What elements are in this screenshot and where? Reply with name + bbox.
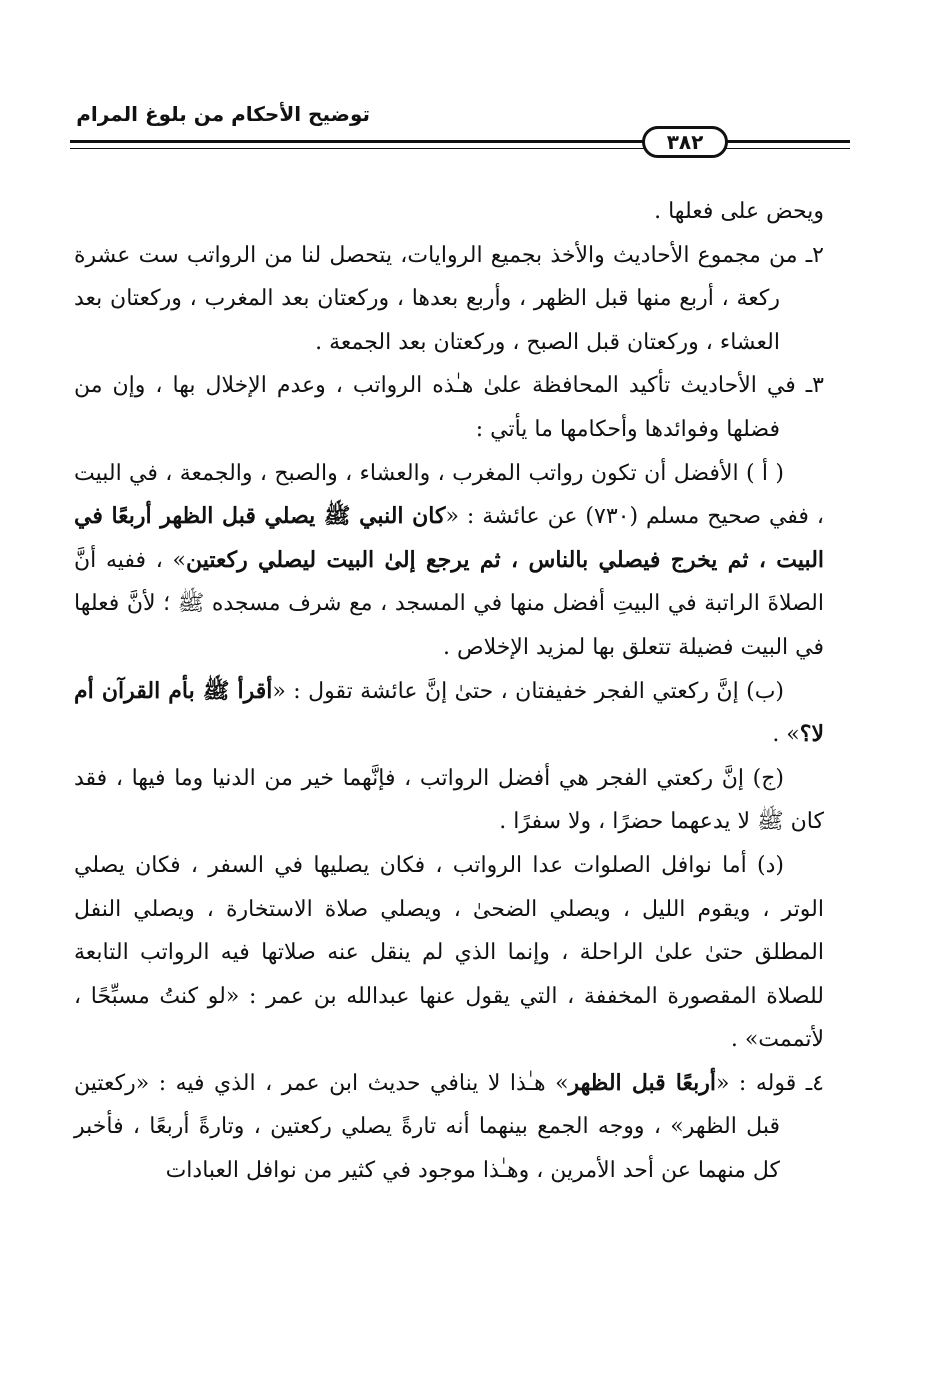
text-segment: ٤ـ قوله : « [715,1070,824,1096]
paragraph-sub-a [74,452,824,670]
header-rule-thick [70,140,850,143]
text-segment: » ، ففيه أنَّ الصلاةَ الراتبة في البيتِ أفضل منها في المسجد ، مع شرف مسجده ﷺ ؛ لأنَّ فعلها في البيت فضيلة تتعلق بها لمزيد الإخلاص . [74,547,824,660]
paragraph-sub-b [74,670,824,757]
paragraph-sub-d: (د) أما نوافل الصلوات عدا الرواتب ، فكان يصليها في السفر ، فكان يصلي الوتر ، ويقوم الليل ، ويصلي الضحىٰ ، ويصلي صلاة الاستخارة ، ويصلي النفل المطلق حتىٰ علىٰ الراحلة ، وإنما الذي لم ينقل عنه صلاتها فيه الرواتب التابعة للصلاة المقصورة المخففة ، التي يقول عنها عبدالله بن عمر : «لو كنتُ مسبِّحًا ، لأتممت» . [74,852,824,1053]
text-segment: » . [772,722,800,748]
page-number-badge: ٣٨٢ [642,126,728,158]
body-text [74,190,824,1193]
text-segment: » هـٰذا لا ينافي حديث ابن عمر ، الذي فيه : «ركعتين قبل الظهر» ، ووجه الجمع بينهما أنه تارةً يصلي ركعتين ، وتارةً أربعًا ، فأخبر كل منهما عن أحد الأمرين ، وهـٰذا موجود في كثير من نوافل العبادات [74,1070,780,1184]
quote-bold: أربعًا قبل الظهر [568,1069,716,1096]
paragraph-sub-c: (ج) إنَّ ركعتي الفجر هي أفضل الرواتب ، فإنَّهما خير من الدنيا وما فيها ، فقد كان ﷺ لا يدعهما حضرًا ، ولا سفرًا . [74,765,824,835]
paragraph-continuation: ويحض على فعلها . [654,199,824,224]
hadith-quote-bold: أقرأ ﷺ بأم القرآن أم لا؟ [74,677,824,748]
running-title: توضيح الأحكام من بلوغ المرام [76,102,370,126]
paragraph-item-4 [74,1062,824,1193]
hadith-quote-bold: كان النبي ﷺ يصلي قبل الظهر أربعًا في البيت ، ثم يخرج فيصلي بالناس ، ثم يرجع إلىٰ البيت ليصلي ركعتين [74,503,825,573]
header-rule-thin [70,148,850,149]
text-segment: (ب) إنَّ ركعتي الفجر خفيفتان ، حتىٰ إنَّ عائشة تقول : « [272,678,785,704]
paragraph-item-3: ٣ـ في الأحاديث تأكيد المحافظة علىٰ هـٰذه الرواتب ، وعدم الإخلال بها ، وإن من فضلها وفوائدها وأحكامها ما يأتي : [74,373,824,442]
text-segment: ( أ ) الأفضل أن تكون رواتب المغرب ، والعشاء ، والصبح ، والجمعة ، في البيت ، ففي صحيح مسلم (٧٣٠) عن عائشة : « [74,460,824,530]
paragraph-item-2: ٢ـ من مجموع الأحاديث والأخذ بجميع الروايات، يتحصل لنا من الرواتب ست عشرة ركعة ، أربع منها قبل الظهر ، وأربع بعدها ، وركعتان بعد المغرب ، وركعتان بعد العشاء ، وركعتان قبل الصبح ، وركعتان بعد الجمعة . [74,242,824,355]
page-header [70,96,850,166]
